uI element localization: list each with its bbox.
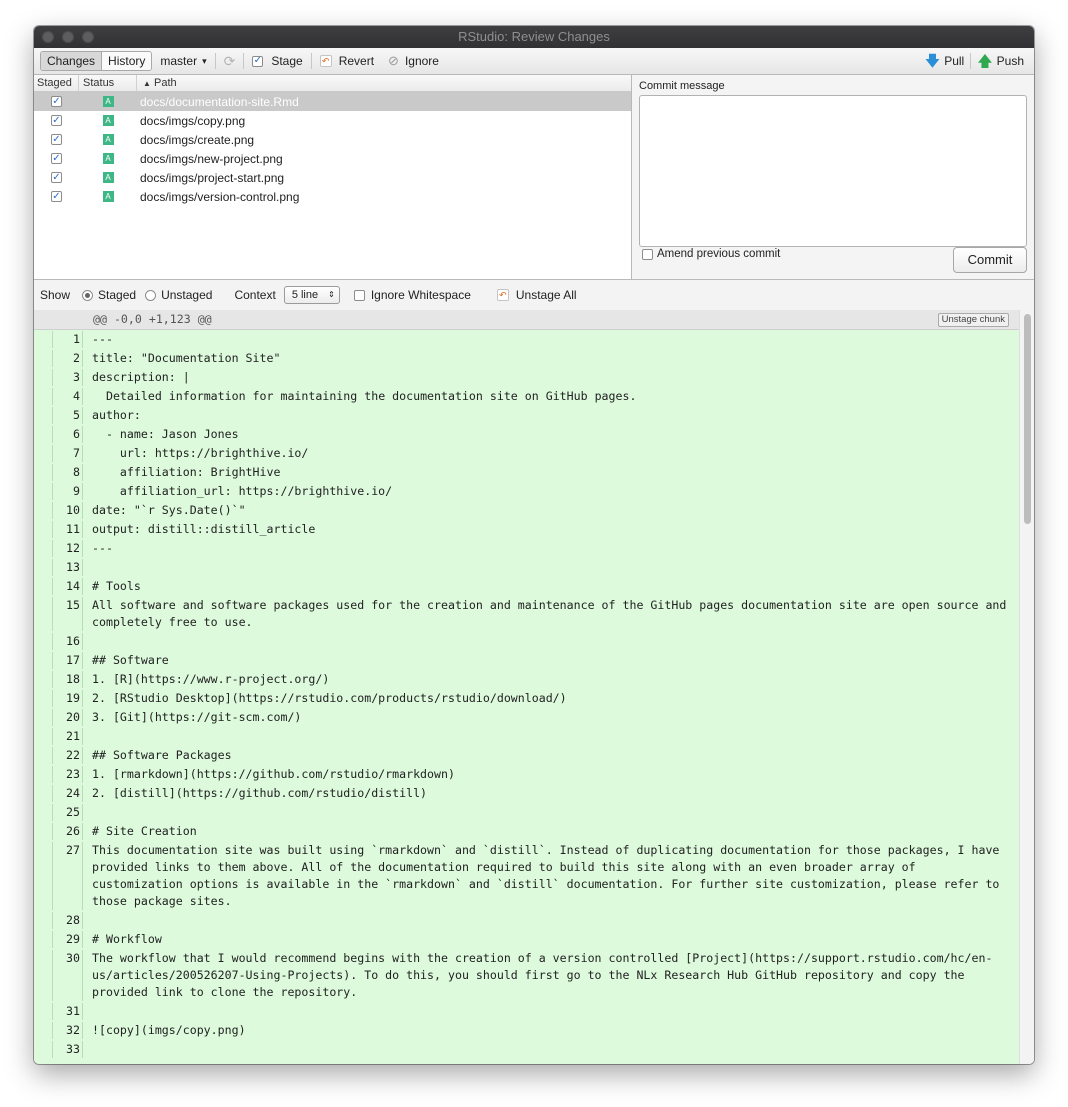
diff-line: [34, 1002, 1034, 1021]
added-status-icon: A: [103, 96, 114, 107]
code-text: ---: [92, 332, 113, 346]
scrollbar-thumb[interactable]: [1024, 314, 1031, 524]
old-line-gutter: [34, 671, 53, 688]
unstage-chunk-button[interactable]: Unstage chunk: [938, 313, 1009, 327]
code-text: output: distill::distill_article: [92, 522, 316, 536]
line-number: 13: [66, 560, 80, 574]
line-number: 30: [66, 951, 80, 965]
diff-line: [34, 784, 1034, 803]
status-cell: [79, 96, 137, 107]
refresh-button[interactable]: [224, 53, 236, 70]
staged-cell: [34, 153, 79, 164]
new-line-gutter: [53, 407, 83, 424]
diff-line: [34, 803, 1034, 822]
old-line-gutter: [34, 483, 53, 500]
line-number: 18: [66, 672, 80, 686]
old-line-gutter: [34, 407, 53, 424]
diff-line: [34, 596, 1034, 632]
old-line-gutter: [34, 445, 53, 462]
push-label: Push: [996, 54, 1024, 68]
new-line-gutter: [53, 445, 83, 462]
diff-line: [34, 558, 1034, 577]
line-number: 16: [66, 634, 80, 648]
diff-scrollbar[interactable]: [1019, 310, 1034, 1064]
new-line-gutter: [53, 1041, 83, 1058]
diff-options-bar: [34, 279, 1034, 311]
status-cell: [79, 115, 137, 126]
file-path: docs/documentation-site.Rmd: [140, 94, 299, 109]
diff-line: [34, 577, 1034, 596]
old-line-gutter: [34, 521, 53, 538]
old-line-gutter: [34, 1003, 53, 1020]
line-number: 24: [66, 786, 80, 800]
old-line-gutter: [34, 728, 53, 745]
code-text: This documentation site was built using `rmarkdown` and `distill`. Instead of duplicating documentation for those packages, I have provided links to them above. All of the documentation required to build this site along with an even broader array of customization options is available in the `rmarkdown` and `distill` documentation. For further site customization, please refer to those package sites.: [92, 843, 1007, 908]
new-line-gutter: [53, 559, 83, 576]
stage-checkbox[interactable]: ✓: [52, 171, 61, 183]
diff-line: [34, 727, 1034, 746]
branch-selector[interactable]: [160, 54, 206, 68]
new-line-gutter: [53, 597, 83, 631]
minimize-window-button[interactable]: [62, 31, 74, 43]
stage-checkbox[interactable]: ✓: [52, 133, 61, 145]
old-line-gutter: [34, 1041, 53, 1058]
code-text: # Site Creation: [92, 824, 197, 838]
new-line-gutter: [53, 823, 83, 840]
code-text: title: "Documentation Site": [92, 351, 281, 365]
line-number: 22: [66, 748, 80, 762]
new-line-gutter: [53, 1022, 83, 1039]
diff-line: [34, 911, 1034, 930]
code-text: The workflow that I would recommend begins with the creation of a version controlled [Project](https://support.rstudio.com/hc/en-us/articles/200526207-Using-Projects). To do this, you should first go to the NLx Research Hub GitHub repository and copy the provided link to clone the repository.: [92, 951, 993, 999]
diff-view: [34, 310, 1034, 1064]
code-text: All software and software packages used for the creation and maintenance of the GitHub pages documentation site are open source and completely free to use.: [92, 598, 1014, 629]
diff-line: [34, 930, 1034, 949]
status-cell: [79, 134, 137, 145]
line-number: 3: [73, 370, 80, 384]
new-line-gutter: [53, 1003, 83, 1020]
diff-line: [34, 1021, 1034, 1040]
diff-lines: [34, 330, 1034, 1059]
line-number: 9: [73, 484, 80, 498]
revert-button[interactable]: [320, 54, 374, 68]
new-line-gutter: [53, 728, 83, 745]
view-tabs: [40, 51, 152, 71]
old-line-gutter: [34, 823, 53, 840]
line-number: 1: [73, 332, 80, 346]
context-select[interactable]: [284, 286, 340, 304]
stage-button[interactable]: [252, 54, 302, 68]
new-line-gutter: [53, 369, 83, 386]
file-path: docs/imgs/version-control.png: [140, 189, 300, 204]
toolbar-divider: [243, 53, 244, 69]
line-number: 6: [73, 427, 80, 441]
new-line-gutter: [53, 950, 83, 1001]
show-label: Show: [40, 288, 71, 302]
code-text: description: |: [92, 370, 190, 384]
line-number: 4: [73, 389, 80, 403]
line-number: 7: [73, 446, 80, 460]
revert-icon: ↶: [320, 55, 332, 67]
file-row[interactable]: [34, 168, 631, 187]
old-line-gutter: [34, 369, 53, 386]
old-line-gutter: [34, 502, 53, 519]
title-bar: [34, 26, 1034, 48]
code-text: - name: Jason Jones: [92, 427, 239, 441]
toolbar-divider: [970, 53, 971, 69]
amend-label: Amend previous commit: [657, 248, 781, 260]
new-line-gutter: [53, 690, 83, 707]
stage-checkbox[interactable]: ✓: [52, 152, 61, 164]
diff-line: [34, 949, 1034, 1002]
file-list: [34, 92, 631, 206]
line-number: 23: [66, 767, 80, 781]
file-path: docs/imgs/copy.png: [140, 113, 246, 128]
path-column-header[interactable]: [137, 75, 177, 91]
old-line-gutter: [34, 652, 53, 669]
unstage-icon: ↶: [497, 289, 509, 301]
code-text: date: "`r Sys.Date()`": [92, 503, 246, 517]
refresh-icon: ⟳: [223, 52, 236, 69]
old-line-gutter: [34, 690, 53, 707]
review-changes-window: [34, 26, 1034, 1064]
file-row[interactable]: [34, 111, 631, 130]
code-text: [83, 1003, 1007, 1020]
new-line-gutter: [53, 785, 83, 802]
toolbar-divider: [311, 53, 312, 69]
old-line-gutter: [34, 597, 53, 631]
diff-line: [34, 349, 1034, 368]
code-text: ---: [92, 541, 113, 555]
line-number: 2: [73, 351, 80, 365]
revert-label: Revert: [338, 54, 375, 68]
code-text: 3. [Git](https://git-scm.com/): [92, 710, 302, 724]
new-line-gutter: [53, 709, 83, 726]
old-line-gutter: [34, 350, 53, 367]
diff-line: [34, 765, 1034, 784]
diff-line: [34, 746, 1034, 765]
commit-pane: [632, 75, 1034, 279]
added-status-icon: A: [103, 115, 114, 126]
context-value: 5 line: [291, 289, 319, 301]
stepper-icon: ⇕: [328, 290, 335, 299]
ignore-whitespace-checkbox[interactable]: [354, 290, 365, 301]
tab-changes[interactable]: Changes: [41, 52, 101, 70]
line-number: 31: [66, 1004, 80, 1018]
top-panes: [34, 75, 1034, 279]
line-number: 29: [66, 932, 80, 946]
old-line-gutter: [34, 464, 53, 481]
new-line-gutter: [53, 747, 83, 764]
staged-cell: [34, 115, 79, 126]
old-line-gutter: [34, 388, 53, 405]
staged-cell: [34, 172, 79, 183]
old-line-gutter: [34, 559, 53, 576]
diff-line: [34, 520, 1034, 539]
code-text: # Workflow: [92, 932, 162, 946]
new-line-gutter: [53, 350, 83, 367]
line-number: 14: [66, 579, 80, 593]
old-line-gutter: [34, 804, 53, 821]
new-line-gutter: [53, 766, 83, 783]
ignore-whitespace-option[interactable]: [354, 288, 471, 302]
line-number: 10: [66, 503, 80, 517]
staged-radio[interactable]: [82, 290, 93, 301]
stage-checkbox[interactable]: ✓: [52, 114, 61, 126]
commit-message-input[interactable]: [639, 95, 1027, 247]
code-text: url: https://brighthive.io/: [92, 446, 309, 460]
remote-tools: [925, 48, 1024, 74]
line-number: 19: [66, 691, 80, 705]
staged-cell: [34, 96, 79, 107]
unstage-all-button[interactable]: [497, 288, 577, 302]
diff-line: [34, 651, 1034, 670]
window-title: RStudio: Review Changes: [458, 29, 610, 44]
hunk-range: @@ -0,0 +1,123 @@: [93, 312, 212, 326]
old-line-gutter: [34, 950, 53, 1001]
code-text: ## Software: [92, 653, 169, 667]
diff-line: [34, 368, 1034, 387]
code-text: affiliation: BrightHive: [92, 465, 281, 479]
new-line-gutter: [53, 671, 83, 688]
ignore-icon: ⊘: [388, 53, 399, 68]
path-header-label: Path: [153, 77, 177, 89]
branch-name: master: [160, 54, 198, 68]
diff-line: [34, 670, 1034, 689]
line-number: 15: [66, 598, 80, 612]
commit-button[interactable]: Commit: [953, 247, 1027, 273]
stage-checkbox[interactable]: ✓: [52, 95, 61, 107]
diff-line: [34, 387, 1034, 406]
staged-cell: [34, 191, 79, 202]
new-line-gutter: [53, 426, 83, 443]
diff-line: [34, 708, 1034, 727]
diff-line: [34, 1040, 1034, 1059]
file-row[interactable]: [34, 130, 631, 149]
new-line-gutter: [53, 502, 83, 519]
new-line-gutter: [53, 842, 83, 910]
status-cell: [79, 153, 137, 164]
old-line-gutter: [34, 912, 53, 929]
code-text: 1. [R](https://www.r-project.org/): [92, 672, 330, 686]
chevron-down-icon: ▾: [202, 55, 207, 66]
code-text: # Tools: [92, 579, 141, 593]
code-text: 1. [rmarkdown](https://github.com/rstudio/rmarkdown): [92, 767, 455, 781]
new-line-gutter: [53, 331, 83, 348]
added-status-icon: A: [103, 153, 114, 164]
file-path: docs/imgs/create.png: [140, 132, 255, 147]
line-number: 12: [66, 541, 80, 555]
file-path: docs/imgs/project-start.png: [140, 170, 285, 185]
new-line-gutter: [53, 652, 83, 669]
status-cell: [79, 172, 137, 183]
code-text: [83, 1041, 1007, 1058]
file-row[interactable]: [34, 187, 631, 206]
diff-line: [34, 330, 1034, 349]
unstage-all-label: Unstage All: [515, 288, 577, 302]
code-text: author:: [92, 408, 141, 422]
new-line-gutter: [53, 464, 83, 481]
line-number: 26: [66, 824, 80, 838]
added-status-icon: A: [103, 134, 114, 145]
file-row[interactable]: [34, 92, 631, 111]
line-number: 17: [66, 653, 80, 667]
unstaged-radio-label: Unstaged: [161, 288, 213, 302]
status-column-header[interactable]: Status: [79, 75, 137, 91]
new-line-gutter: [53, 578, 83, 595]
new-line-gutter: [53, 804, 83, 821]
pull-label: Pull: [944, 54, 965, 68]
line-number: 21: [66, 729, 80, 743]
code-text: ## Software Packages: [92, 748, 232, 762]
code-text: affiliation_url: https://brighthive.io/: [92, 484, 393, 498]
close-window-button[interactable]: [42, 31, 54, 43]
stage-checkbox[interactable]: ✓: [52, 190, 61, 202]
unstaged-radio[interactable]: [145, 290, 156, 301]
code-text: [83, 912, 1007, 929]
new-line-gutter: [53, 912, 83, 929]
old-line-gutter: [34, 842, 53, 910]
staged-column-header[interactable]: Staged: [34, 75, 79, 91]
zoom-window-button[interactable]: [82, 31, 94, 43]
push-arrow-icon: 🡅: [977, 52, 993, 70]
diff-line: [34, 425, 1034, 444]
amend-checkbox[interactable]: [642, 249, 653, 260]
new-line-gutter: [53, 388, 83, 405]
new-line-gutter: [53, 540, 83, 557]
old-line-gutter: [34, 331, 53, 348]
line-number: 25: [66, 805, 80, 819]
code-text: 2. [RStudio Desktop](https://rstudio.com/products/rstudio/download/): [92, 691, 567, 705]
line-number: 8: [73, 465, 80, 479]
diff-line: [34, 444, 1034, 463]
new-line-gutter: [53, 521, 83, 538]
code-text: [83, 633, 1007, 650]
old-line-gutter: [34, 785, 53, 802]
old-line-gutter: [34, 426, 53, 443]
old-line-gutter: [34, 709, 53, 726]
amend-previous-commit[interactable]: [642, 248, 780, 260]
new-line-gutter: [53, 931, 83, 948]
staged-cell: [34, 134, 79, 145]
line-number: 32: [66, 1023, 80, 1037]
window-controls: [42, 31, 94, 43]
line-number: 20: [66, 710, 80, 724]
staged-radio-label: Staged: [98, 288, 137, 302]
context-label: Context: [234, 288, 276, 302]
new-line-gutter: [53, 633, 83, 650]
pull-arrow-icon: 🡇: [924, 52, 941, 70]
code-text: [83, 559, 1007, 576]
old-line-gutter: [34, 633, 53, 650]
diff-line: [34, 406, 1034, 425]
diff-line: [34, 822, 1034, 841]
code-text: ![copy](imgs/copy.png): [92, 1023, 246, 1037]
file-row[interactable]: [34, 149, 631, 168]
line-number: 33: [66, 1042, 80, 1056]
status-cell: [79, 191, 137, 202]
diff-line: [34, 482, 1034, 501]
ignore-whitespace-label: Ignore Whitespace: [370, 288, 471, 302]
sort-ascending-icon: ▲: [143, 79, 151, 88]
ignore-button[interactable]: [388, 53, 439, 69]
file-path: docs/imgs/new-project.png: [140, 151, 283, 166]
old-line-gutter: [34, 540, 53, 557]
code-text: Detailed information for maintaining the documentation site on GitHub pages.: [92, 389, 637, 403]
hunk-header: [34, 310, 1034, 330]
show-unstaged-option[interactable]: [145, 288, 212, 302]
diff-line: [34, 841, 1034, 911]
pull-button[interactable]: [925, 54, 964, 69]
old-line-gutter: [34, 766, 53, 783]
file-table-header: [34, 75, 631, 92]
push-button[interactable]: [977, 54, 1024, 69]
tab-history[interactable]: History: [101, 52, 151, 70]
code-text: [83, 728, 1007, 745]
diff-line: [34, 539, 1034, 558]
stage-label: Stage: [271, 54, 303, 68]
old-line-gutter: [34, 747, 53, 764]
line-number: 11: [66, 522, 80, 536]
line-number: 27: [66, 843, 80, 857]
old-line-gutter: [34, 1022, 53, 1039]
new-line-gutter: [53, 483, 83, 500]
diff-line: [34, 689, 1034, 708]
code-text: 2. [distill](https://github.com/rstudio/distill): [92, 786, 428, 800]
checkbox-icon: ✓: [253, 55, 263, 66]
toolbar: [34, 48, 1034, 75]
line-number: 28: [66, 913, 80, 927]
show-staged-option[interactable]: [82, 288, 136, 302]
changed-files-pane: [34, 75, 632, 279]
added-status-icon: A: [103, 172, 114, 183]
line-number: 5: [73, 408, 80, 422]
old-line-gutter: [34, 931, 53, 948]
diff-line: [34, 632, 1034, 651]
toolbar-divider: [215, 53, 216, 69]
added-status-icon: A: [103, 191, 114, 202]
code-text: [83, 804, 1007, 821]
old-line-gutter: [34, 578, 53, 595]
ignore-label: Ignore: [404, 54, 439, 68]
diff-line: [34, 501, 1034, 520]
commit-message-label: Commit message: [639, 80, 725, 92]
diff-line: [34, 463, 1034, 482]
